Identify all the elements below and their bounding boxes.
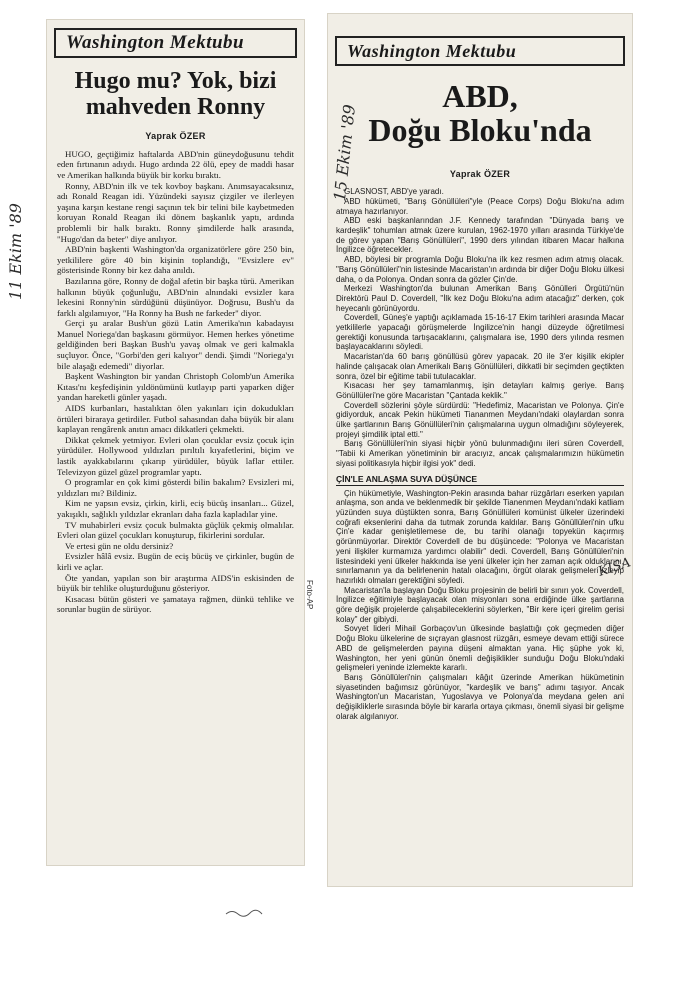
article-paragraph: TV muhabirleri evsiz çocuk bulmakta güçlük çekmiş olmalılar. Evleri olan güzel çocukları konuşturup, fikirlerini sordular. [57, 519, 294, 541]
article-paragraph: Kim ne yapsın evsiz, çirkin, kirli, eciş bücüş insanları... Güzel, yakışıklı, sağlıklı yıldızlar ekranları daha fazla kapladılar yine. [57, 498, 294, 519]
article-paragraph: Dikkat çekmek yetmiyor. Evleri olan çocuklar evsiz çocuk için yürüdüler. Hollywood yıldızları pırıltılı kıyafetlerini, biçim ve lastik ayakkabılarını çıkarıp yürüdüler, büyük laflar ettiler. Televizyon güzel güzel programlar yaptı. [57, 434, 294, 477]
article-paragraph: Merkezi Washington'da bulunan Amerikan Barış Gönülleri Örgütü'nün Direktörü Paul D. Coverdell, "İlk kez Doğu Bloku'na adım atacağız" derken, çok heyecanlı görünüyordu. [336, 284, 624, 313]
article-paragraph: HUGO, geçtiğimiz haftalarda ABD'nin güneydoğusunu tehdit eden fırtınanın adıydı. Hugo ardında 22 ölü, epey de maddi hasar ve Amerikan halkında büyük bir korku bıraktı. [57, 148, 294, 180]
newspaper-clipping-right [328, 14, 632, 886]
article-paragraph: Öte yandan, yapılan son bir araştırma AIDS'in eskisinden de büyük bir tehlike oluşturduğunu gösteriyor. [57, 572, 294, 594]
article-headline [334, 80, 626, 147]
article-paragraph: Ronny, ABD'nin ilk ve tek kovboy başkanı. Anımsayacaksınız, adı Ronald Reagan idi. Yüzündeki sayısız çizgiler ve ilerleyen yaşına karşın kestane rengi saçının tek bir telini bile kaybetmeden koruyan Ronald Reagan iki dönem başkanlık yaptı, ardında problemli bir halk bıraktı. Ronny şimdilerde halk arasında, "Hugo'dan da beter" diye anılıyor. [57, 180, 294, 244]
article-byline: Yaprak ÖZER [449, 169, 511, 180]
handwritten-date-left: 11 Ekim '89 [6, 203, 25, 300]
article-body-continued [336, 489, 624, 722]
article-byline: Yaprak ÖZER [145, 130, 206, 141]
handwritten-date-right: 15 Ekim '89 [330, 103, 360, 202]
article-paragraph: ABD'nin başkenti Washington'da organizatörlere göre 250 bin, yetkililere göre 40 bin kişinin toplandığı, "Evsizlere ev" gösterisinde Ronny bir kez daha anıldı. [57, 244, 294, 276]
headline-line: ABD, [442, 78, 518, 114]
article-paragraph: Barış Gönüllüleri'nin çalışmaları kâğıt üzerinde Amerikan hükümetinin siyasetinden bağımsız görünüyor, "kardeşlik ve barış" adımı taşıyor. Ancak Washington'un Macaristan, Yugoslavya ve Polonya'da meydana gelen ani değişikliklerle sırasında böyle bir kararla ortaya çıkması, önemli siyasi bir gelişme olarak algılanıyor. [336, 672, 624, 721]
article-paragraph: Başkent Washington bir yandan Christoph Colomb'un Amerika Kıtası'nı keşfedişinin yıldönümünü kutlayıp parti yaparken diğer yandan hareketli günler yaşadı. [57, 371, 294, 403]
article-paragraph: Coverdell sözlerini şöyle sürdürdü: "Hedefimiz, Macaristan ve Polonya. Çin'e gidiyorduk, ancak Pekin hükümeti Tiananmen Meydanı'ndaki olaylardan sonra ülke şartlarının Barış Gönüllüleri'nin çalışmalarına uygun olmadığını söyleyerek, projeyi şimdilik iptal etti." [336, 400, 624, 439]
article-paragraph: GLASNOST, ABD'ye yaradı. [344, 187, 444, 197]
article-paragraph: Bazılarına göre, Ronny de doğal afetin bir başka türü. Amerikan halkının büyük çoğunluğu, ABD'nin alnındaki evsizler kara lekesini Ronny'nin sürdüğünü düşünüyor. Doğrusu, Bush'u da farklı algılamıyor, "Ha Ronny ha Bush ne farkeder" diyor. [57, 275, 294, 318]
article-paragraph: Sovyet lideri Mihail Gorbaçov'un ülkesinde başlattığı çok geçmeden diğer Doğu Bloku ülkelerine de sıçrayan glasnost rüzgârı, esmeye devam ettiği sürece ABD de gelişmelerden payına düşeni almaktan yana. Hiç şüphe yok ki, Washington, her yeni günün önemli değişiklikler sunduğu Doğu Bloku'ndaki gelişmeleri yeninde izlemekte kararlı. [336, 624, 624, 673]
article-body [57, 149, 294, 615]
article-paragraph: Coverdell, Güneş'e yaptığı açıklamada 15-16-17 Ekim tarihleri arasında Macar yetkililerle yapacağı görüşmelerde İngilizce'nin hangi düzeyde öğretilmesi gerektiği konusunda tartışacaklarını, çalışmalara ise, 1990 ders yılında resmen başlayacaklarını söyledi. [336, 313, 624, 352]
article-subhead: ÇİN'LE ANLAŞMA SUYA DÜŞÜNCE [336, 474, 624, 486]
article-headline: Hugo mu? Yok, bizi mahveden Ronny [74, 68, 277, 121]
column-masthead: Washington Mektubu [54, 28, 297, 58]
article-paragraph: ABD hükümeti, "Barış Gönüllüleri"yle (Peace Corps) Doğu Bloku'na adım atmaya hazırlanıyor. [336, 196, 624, 216]
article-paragraph: ABD eski başkanlarından J.F. Kennedy tarafından "Dünyada barış ve kardeşlik" tohumları atmak üzere kurulan, 1962-1970 yılları arasında Türkiye'de de görev yapan "Barış Gönüllüleri", 1990 ders yılından itibaren Macar halkına İngilizce öğretecekler. [336, 216, 624, 255]
article-paragraph: Gerçi şu aralar Bush'un gözü Latin Amerika'nın kabadayısı Manuel Noriega'dan başkasını görmüyor. Hemen herkes yönetime geldiğinden beri Başkan Bush'u yavaş olmak ve geri kalmakla suçluyor. Önce, "Gorbi'den geri kalıyor" dendi. Şimdi "Noriega'yı bile alaşağı edemedi" diyorlar. [57, 318, 294, 371]
newspaper-clipping-left [47, 20, 304, 865]
article-paragraph: Barış Gönüllüleri'nin siyasi hiçbir yönü bulunmadığını ileri süren Coverdell, "Tabii ki Amerikan yönetiminin bir aracıyız, ancak çalışmalarımızın hükümetin siyasi politikasıyla hiçbir ilgisi yok" dedi. [336, 439, 624, 468]
article-paragraph: Kısacası her şey tamamlanmış, işin detayları kalmış geriye. Barış Gönüllüleri'ne göre Macaristan "Çantada keklik." [336, 381, 624, 400]
handwritten-note-kisa: KISA [596, 555, 633, 580]
article-paragraph: Evsizler hâlâ evsiz. Bugün de eciş bücüş ve çirkinler, bugün de kirli ve açlar. [57, 551, 294, 572]
column-masthead: Washington Mektubu [335, 36, 625, 66]
article-paragraph: AIDS kurbanları, hastalıktan ölen yakınları için dokudukları örtüleri biraraya getirdiler. Futbol sahasından daha büyük bir alanı kaplayan rengârenk anıtın amacı dikkatleri çekmekti. [57, 403, 294, 435]
article-paragraph: ABD, böylesi bir programla Doğu Bloku'na ilk kez resmen adım atmış olacak. "Barış Gönüllüleri"nin listesinde Macaristan'ın ardında bir diğer Doğu Bloku ülkesi daha, o da Polonya. Ondan sonra da gözler Çin'de. [336, 255, 624, 284]
article-paragraph: Macaristan'la başlayan Doğu Bloku projesinin de belirli bir sınırı yok. Coverdell, İngilizce eğitimiyle başlayacak olan misyonları sona erdiğinde ülke şartlarına göre değişik projelerde çalışabileceklerini söylerken, "Bir kere içeri girelim gerisi kolay" der gibiydi. [336, 585, 624, 624]
article-paragraph: Çin hükümetiyle, Washington-Pekin arasında bahar rüzgârları eserken yapılan anlaşma, son anda ve beklenmedik bir şekilde Tianenmen Meydanı'ndaki katliam yüzünden suya düştükten sonra, Barış Gönüllüleri komünist ülkeler üzerindeki coğrafi eksenlerini daha da tutmak zorunda kaldılar. Barış Gönüllüleri'nin ufku Çin'e kadar genişletilemese de, bu tarihi olanağı topyekün kaçırmış görünmüyorlar. Direktör Coverdell de bu düşüncede: "Polonya ve Macaristan yeni ilişkiler kurmamıza yardımcı olabilir" dedi. Coverdell, Barış Gönüllüleri'nin listesindeki yeni ülkeler hakkında ise yeni ülkeler için her zaman açık olduklarını, sınırlamanın ya da belirlenenin hatalı olacağını, örgüt olarak gelişmeleri izleyip hazırlıklı olmaları gerektiğini söyledi. [336, 488, 624, 585]
headline-line: Doğu Bloku'nda [368, 111, 592, 148]
photo-credit: Foto-AP [305, 580, 314, 610]
article-paragraph: Macaristan'da 60 barış gönüllüsü görev yapacak. 20 ile 3'er kişilik ekipler halinde çalışacak olan Amerikalı Barış Gönüllüleri, dikkatli bir seçimden geçtikten sonra, özel bir eğitime tabii tutulacaklar. [336, 352, 624, 381]
article-paragraph: Kısacası bütün gösteri ve şamataya rağmen, dünkü tehlike ve sorunlar bugün de sürüyor. [57, 593, 294, 615]
article-paragraph: O programlar en çok kimi gösterdi bilin bakalım? Evsizleri mi, yıldızları mı? Bildiniz. [57, 477, 294, 498]
article-body [336, 187, 624, 468]
pen-scribble-mark [224, 908, 264, 918]
article-paragraph: Ve ertesi gün ne oldu dersiniz? [65, 540, 174, 551]
